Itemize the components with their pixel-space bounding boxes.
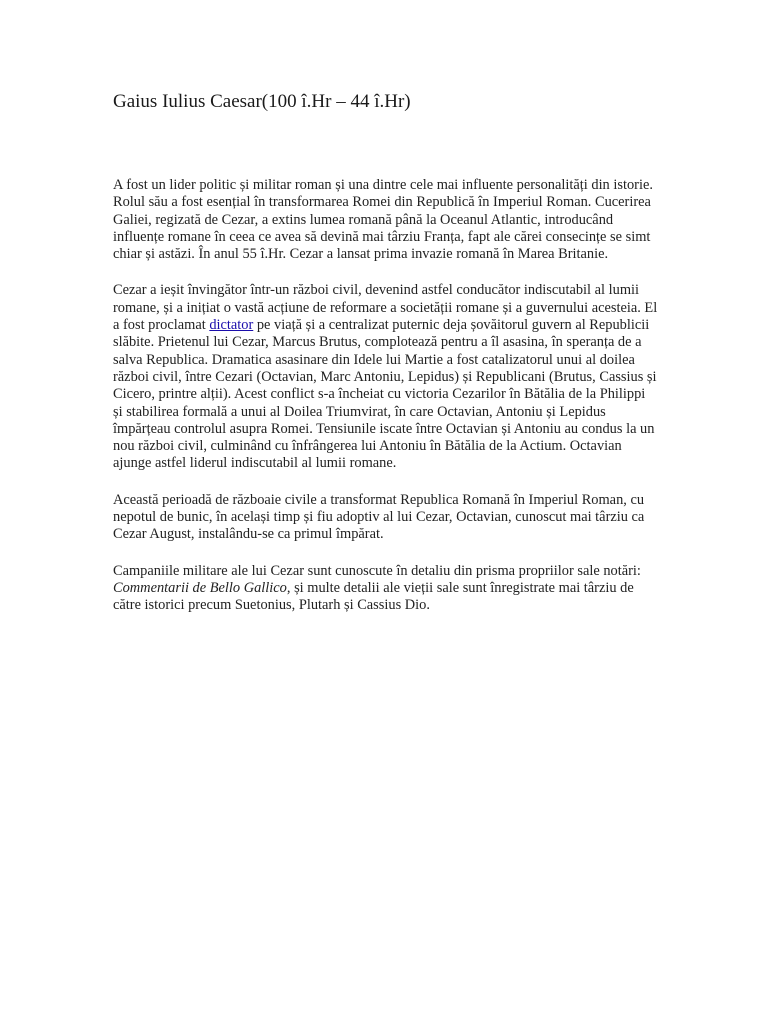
paragraph-campaigns bbox=[113, 563, 658, 615]
dictator-link[interactable]: dictator bbox=[209, 317, 254, 334]
paragraph-spacer bbox=[113, 263, 658, 282]
paragraph-spacer bbox=[113, 544, 658, 563]
document-title: Gaius Iulius Caesar(100 î.Hr – 44 î.Hr) bbox=[113, 91, 411, 112]
paragraph-civil-war-text-end: pe viață și a centralizat puternic deja șovăitorul guvern al Republicii slăbite. Prietenul lui Cezar, Marcus Brutus, complotează pentru a îl asasina, în speranța de a salva Republica. Dramatica asasinare din Idele lui Martie a fost catalizatorul unui al doilea război civil, între Cezari (Octavian, Marc Antoniu, Lepidus) și Republicani (Brutus, Cassius și Cicero, printre alții). Acest conflict s-a încheiat cu victoria Cezarilor în Bătălia de la Philippi și stabilirea formală a unui al Doilea Triumvirat, în care Octavian, Antoniu și Lepidus împărțeau controlul asupra Romei. Tensiunile iscate între Octavian și Antoniu au condus la un nou război civil, culminând cu înfrângerea lui Antoniu în Bătălia de la Actium. Octavian ajunge astfel liderul indiscutabil al lumii romane. bbox=[113, 317, 657, 472]
paragraph-campaigns-text-start: Campaniile militare ale lui Cezar sunt cunoscute în detaliu din prisma propriilor sale notări: bbox=[113, 562, 641, 579]
paragraph-empire: Această perioadă de războaie civile a transformat Republica Romană în Imperiul Roman, cu nepotul de bunic, în același timp și fiu adoptiv al lui Cezar, Octavian, cunoscut mai târziu ca Cezar August, instalându-se ca primul împărat. bbox=[113, 491, 645, 543]
paragraph-civil-war bbox=[113, 282, 658, 472]
document-body bbox=[113, 177, 658, 615]
commentarii-title: Commentarii de Bello Gallico bbox=[113, 579, 287, 596]
paragraph-intro: A fost un lider politic și militar roman și una dintre cele mai influente personalități din istorie. Rolul său a fost esențial în transformarea Romei din Republică în Imperiul Roman. Cucerirea Galiei, regizată de Cezar, a extins lumea romană până la Oceanul Atlantic, introducând influențe romane în ceea ce avea să devină mai târziu Franța, fapt ale cărei consecințe se simt chiar și astăzi. În anul 55 î.Hr. Cezar a lansat prima invazie romană în Marea Britanie. bbox=[113, 177, 653, 263]
paragraph-civil-war-text-start: Cezar a ieșit învingător într-un război civil, devenind astfel conducător indiscutabil al lumii romane, și a inițiat o vastă acțiune de reformare a societății romane și a guvernului acesteia. El a fost proclamat bbox=[113, 282, 658, 334]
paragraph-campaigns-text-end: , și multe detalii ale vieții sale sunt înregistrate mai târziu de către istorici precum Suetonius, Plutarh și Cassius Dio. bbox=[113, 579, 634, 614]
paragraph-spacer bbox=[113, 473, 658, 492]
